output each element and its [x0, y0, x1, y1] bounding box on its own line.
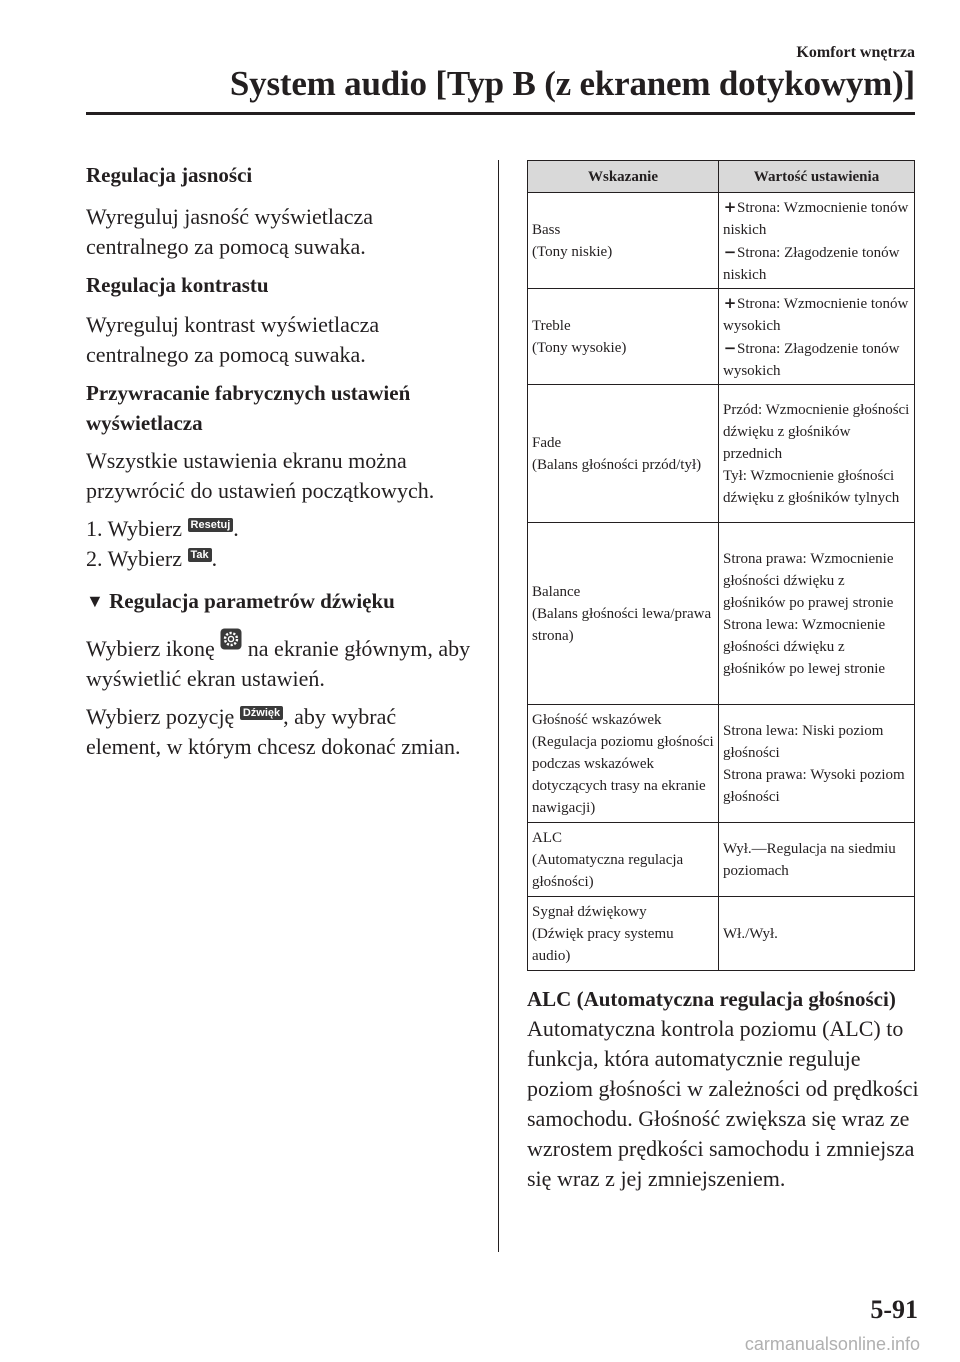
- sound-text-2-prefix: Wybierz pozycję: [86, 704, 240, 729]
- value-line: Strona lewa: Wzmocnienie głośności dźwięku z głośników po lewej stronie: [723, 616, 886, 677]
- value-plus-text: Strona: Wzmocnienie tonów niskich: [723, 199, 909, 238]
- table-row-beep: [528, 897, 915, 971]
- settings-gear-icon: [220, 628, 242, 650]
- indication-name: Głośność wskazówek: [532, 711, 662, 728]
- sound-text-2: [86, 702, 476, 762]
- indication-name: Sygnał dźwiękowy: [532, 903, 647, 920]
- indication-name: Balance: [532, 583, 581, 600]
- value-line: Wł./Wył.: [723, 925, 778, 942]
- table-cell-indication: [528, 705, 719, 823]
- table-cell-indication: [528, 193, 719, 289]
- step-1-suffix: .: [233, 516, 239, 541]
- indication-desc: (Dźwięk pracy systemu audio): [532, 925, 674, 964]
- table-cell-value: [719, 705, 915, 823]
- left-column: [86, 160, 476, 762]
- indication-desc: (Balans głośności przód/tył): [532, 456, 702, 473]
- indication-desc: (Regulacja poziomu głośności podczas wskazówek dotyczących trasy na ekranie nawigacji): [532, 733, 714, 816]
- yes-button: Tak: [188, 548, 212, 562]
- table-cell-indication: [528, 823, 719, 897]
- page-title: System audio [Typ B (z ekranem dotykowym)]: [229, 64, 915, 103]
- value-line: Strona prawa: Wysoki poziom głośności: [723, 766, 905, 805]
- sound-text-2-suffix: , aby wybrać element, w którym chcesz dokonać zmian.: [86, 704, 461, 759]
- indication-desc: (Tony wysokie): [532, 339, 627, 356]
- value-minus-text: Strona: Złagodzenie tonów wysokich: [723, 340, 900, 379]
- sound-heading: [86, 586, 476, 616]
- table-cell-value: [719, 823, 915, 897]
- table-cell-indication: [528, 523, 719, 705]
- table-cell-value: [719, 897, 915, 971]
- table-row-bass: [528, 193, 915, 289]
- minus-icon: −: [723, 242, 737, 261]
- table-header-row: [528, 161, 915, 193]
- table-cell-value: [719, 385, 915, 523]
- sound-heading-text: Regulacja parametrów dźwięku: [109, 589, 395, 613]
- reset-text: Wszystkie ustawienia ekranu można przywrócić do ustawień początkowych.: [86, 448, 435, 503]
- value-line: Przód: Wzmocnienie głośności dźwięku z głośników przednich: [723, 401, 910, 462]
- header-rule: [86, 112, 915, 115]
- table-row-guidance-volume: [528, 705, 915, 823]
- value-plus-text: Strona: Wzmocnienie tonów wysokich: [723, 295, 909, 334]
- value-line: [723, 241, 910, 286]
- indication-name: Bass: [532, 221, 561, 238]
- table-cell-indication: [528, 897, 719, 971]
- table-cell-indication: [528, 385, 719, 523]
- step-2: [86, 544, 476, 574]
- reset-button: Resetuj: [188, 518, 234, 532]
- indication-desc: (Balans głośności lewa/prawa strona): [532, 605, 712, 644]
- value-line: Tył: Wzmocnienie głośności dźwięku z głośników tylnych: [723, 467, 900, 506]
- contrast-text: Wyreguluj kontrast wyświetlacza centralnego za pomocą suwaka.: [86, 312, 380, 367]
- plus-icon: +: [723, 197, 737, 216]
- indication-name: Fade: [532, 434, 562, 451]
- step-1: [86, 514, 476, 544]
- step-2-suffix: .: [211, 546, 218, 571]
- page-number: 5-91: [870, 1295, 918, 1324]
- table-cell-value: [719, 193, 915, 289]
- table-row-alc: [528, 823, 915, 897]
- indication-desc: (Automatyczna regulacja głośności): [532, 851, 684, 890]
- value-minus-text: Strona: Złagodzenie tonów niskich: [723, 244, 900, 283]
- indication-name: ALC: [532, 829, 562, 846]
- table-header-value: Wartość ustawienia: [719, 161, 915, 193]
- section-label: Komfort wnętrza: [796, 44, 915, 61]
- alc-text: Automatyczna kontrola poziomu (ALC) to funkcja, która automatycznie reguluje poziom głośności w zależności od prędkości samochodu. Głośność zwiększa się wraz ze wzrostem prędkości samochodu i zmniejsza się wraz z jej zmniejszeniem.: [527, 1016, 919, 1191]
- table-cell-value: [719, 523, 915, 705]
- table-header-indication: Wskazanie: [528, 161, 719, 193]
- step-2-prefix: 2. Wybierz: [86, 546, 188, 571]
- value-line: Wył.―Regulacja na siedmiu poziomach: [723, 840, 896, 879]
- value-line: Strona lewa: Niski poziom głośności: [723, 722, 884, 761]
- indication-desc: (Tony niskie): [532, 243, 613, 260]
- table-cell-value: [719, 289, 915, 385]
- sound-text-1: [86, 628, 476, 694]
- value-line: Strona prawa: Wzmocnienie głośności dźwięku z głośników po prawej stronie: [723, 550, 894, 611]
- alc-section: [527, 984, 919, 1194]
- column-divider: [498, 160, 499, 1252]
- alc-heading: ALC (Automatyczna regulacja głośności): [527, 987, 896, 1011]
- step-1-prefix: 1. Wybierz: [86, 516, 188, 541]
- brightness-heading: Regulacja jasności: [86, 163, 253, 187]
- sound-text-1-suffix: na ekranie głównym, aby wyświetlić ekran ustawień.: [86, 636, 471, 691]
- value-line: [723, 337, 910, 382]
- plus-icon: +: [723, 293, 737, 312]
- sound-settings-table: [527, 160, 915, 971]
- sound-text-1-prefix: Wybierz ikonę: [86, 636, 221, 661]
- table-row-treble: [528, 289, 915, 385]
- value-line: [723, 196, 910, 241]
- value-line: [723, 292, 910, 337]
- indication-name: Treble: [532, 317, 571, 334]
- reset-heading: Przywracanie fabrycznych ustawień wyświetlacza: [86, 381, 411, 435]
- minus-icon: −: [723, 338, 737, 357]
- table-row-balance: [528, 523, 915, 705]
- sound-button: Dźwięk: [240, 706, 283, 720]
- contrast-heading: Regulacja kontrastu: [86, 273, 269, 297]
- brightness-text: Wyreguluj jasność wyświetlacza centralnego za pomocą suwaka.: [86, 204, 374, 259]
- table-cell-indication: [528, 289, 719, 385]
- triangle-marker-icon: ▼: [86, 591, 104, 611]
- table-row-fade: [528, 385, 915, 523]
- watermark: carmanualsonline.info: [744, 1334, 920, 1354]
